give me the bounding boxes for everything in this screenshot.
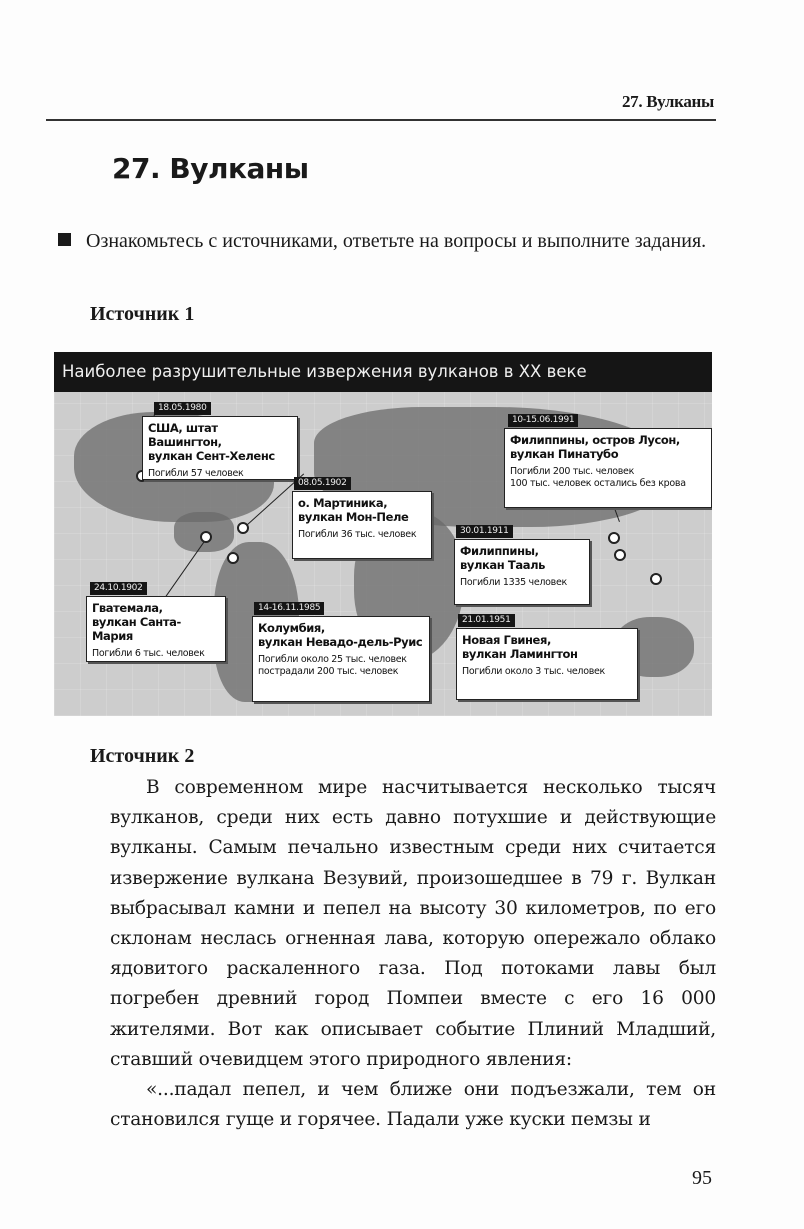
source2-heading: Источник 2 (90, 745, 195, 767)
volcano-marker-pinatubo[interactable] (608, 532, 620, 544)
eruption-place: Филиппины, остров Лусон, (510, 433, 680, 447)
eruption-callout-mont-pelee (292, 491, 432, 559)
eruption-place: Новая Гвинея, (462, 633, 551, 647)
eruption-volcano: вулкан Пинатубо (510, 447, 619, 461)
volcano-marker-taal[interactable] (614, 549, 626, 561)
eruptions-map-figure (54, 352, 712, 716)
eruption-casualties: Погибли 57 человек (148, 468, 244, 479)
eruption-volcano: вулкан Невадо-дель-Руис (258, 635, 423, 649)
eruption-callout-lamington (456, 628, 638, 700)
source2-quote: «...падал пепел, и чем ближе они подъезжали, тем он становился гуще и горячее. Падали уже куски пемзы и (110, 1079, 716, 1131)
eruption-date: 21.01.1951 (458, 614, 515, 627)
source2-text (110, 773, 716, 1135)
source1-heading: Источник 1 (90, 303, 195, 325)
map-title: Наиболее разрушительные извержения вулканов в XX веке (54, 352, 712, 392)
header-rule (46, 119, 716, 121)
chapter-title: 27. Вулканы (112, 152, 309, 185)
eruption-place: Гватемала, (92, 601, 163, 615)
eruption-volcano: вулкан Тааль (460, 558, 545, 572)
eruption-date: 30.01.1911 (456, 525, 513, 538)
eruption-volcano: вулкан Мон-Пеле (298, 510, 409, 524)
eruption-place: Колумбия, (258, 621, 325, 635)
instruction-text: Ознакомьтесь с источниками, ответьте на вопросы и выполните задания. (86, 230, 707, 252)
eruption-date: 10-15.06.1991 (508, 414, 578, 427)
eruption-volcano: вулкан Сент-Хеленс (148, 449, 275, 463)
volcano-marker-nevado-del-ruiz[interactable] (227, 552, 239, 564)
eruption-date: 08.05.1902 (294, 477, 351, 490)
eruption-place: Филиппины, (460, 544, 539, 558)
eruption-callout-st-helens (142, 416, 298, 480)
eruption-place: США, штат Вашингтон, (148, 421, 222, 449)
volcano-marker-mont-pelee[interactable] (237, 522, 249, 534)
eruption-date: 14-16.11.1985 (254, 602, 324, 615)
source2-paragraph: В современном мире насчитывается несколько тысяч вулканов, среди них есть давно потухшие и действующие вулканы. Самым печально известным среди них считается извержение вулкана Везувий, произошедшее в 79 г. Вулкан выбрасывал камни и пепел на высоту 30 километров, по его склонам неслась огненная лава, которую опережало облако ядовитого раскаленного газа. Под потоками лавы был погребен древний город Помпеи вместе с его 16 000 жителями. Вот как описывает событие Плиний Младший, ставший очевидцем этого природного явления: (110, 777, 716, 1070)
eruption-affected: пострадали 200 тыс. человек (258, 666, 399, 677)
eruption-casualties: Погибли около 25 тыс. человек (258, 654, 407, 665)
volcano-marker-lamington[interactable] (650, 573, 662, 585)
eruption-casualties: Погибли 36 тыс. человек (298, 529, 417, 540)
eruption-callout-pinatubo (504, 428, 712, 508)
running-head: 27. Вулканы (621, 92, 714, 111)
eruption-volcano: вулкан Санта-Мария (92, 615, 181, 643)
eruption-date: 24.10.1902 (90, 582, 147, 595)
world-map (54, 392, 712, 716)
eruption-callout-santa-maria (86, 596, 226, 662)
eruption-casualties: Погибли 6 тыс. человек (92, 648, 205, 659)
square-bullet-icon (58, 233, 71, 246)
eruption-casualties: Погибли 200 тыс. человек (510, 466, 635, 477)
volcano-marker-santa-maria[interactable] (200, 531, 212, 543)
eruption-volcano: вулкан Ламингтон (462, 647, 578, 661)
eruption-place: о. Мартиника, (298, 496, 388, 510)
eruption-casualties: Погибли около 3 тыс. человек (462, 666, 605, 677)
eruption-callout-nevado-del-ruiz (252, 616, 430, 702)
eruption-callout-taal (454, 539, 590, 605)
eruption-casualties: Погибли 1335 человек (460, 577, 567, 588)
eruption-homeless: 100 тыс. человек остались без крова (510, 478, 686, 489)
page-number: 95 (692, 1167, 712, 1189)
eruption-date: 18.05.1980 (154, 402, 211, 415)
